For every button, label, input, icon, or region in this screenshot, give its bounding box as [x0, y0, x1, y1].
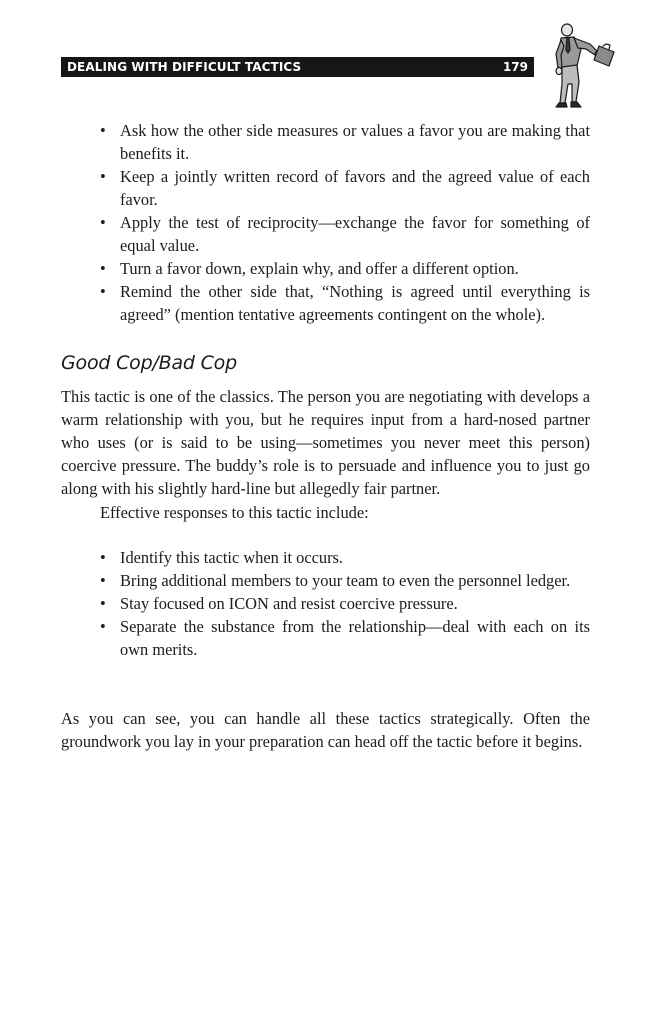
running-header-title: DEALING WITH DIFFICULT TACTICS [67, 60, 302, 74]
section-heading: Good Cop/Bad Cop [61, 352, 237, 374]
list-item [61, 546, 590, 569]
bullet: • [100, 121, 106, 140]
bullet: • [100, 282, 106, 301]
page-number: 179 [502, 60, 528, 74]
businessman-icon [548, 22, 622, 110]
list-item [61, 211, 590, 257]
bullet: • [100, 167, 106, 186]
list-item [61, 257, 590, 280]
list-item-text: Keep a jointly written record of favors and the agreed value of each favor. [120, 167, 590, 209]
list-item-text: Apply the test of reciprocity—exchange the favor for something of equal value. [120, 213, 590, 255]
bullet: • [100, 594, 106, 613]
running-header [61, 57, 534, 77]
list-item-text: Bring additional members to your team to even the personnel ledger. [120, 571, 571, 590]
list-item-text: Ask how the other side measures or values a favor you are making that benefits it. [120, 121, 590, 163]
list-item [61, 280, 590, 326]
bullet: • [100, 548, 106, 567]
list-item-text: Turn a favor down, explain why, and offer a different option. [120, 259, 519, 278]
list-item-text: Stay focused on ICON and resist coercive pressure. [120, 594, 458, 613]
list-item [61, 615, 590, 661]
list-item [61, 592, 590, 615]
responses-intro: Effective responses to this tactic include: [100, 503, 369, 522]
bullet: • [100, 213, 106, 232]
list-item [61, 119, 590, 165]
closing-paragraph: As you can see, you can handle all these tactics strategically. Often the groundwork you lay in your preparation can head off the tactic before it begins. [61, 709, 590, 751]
list-item [61, 165, 590, 211]
bullet: • [100, 571, 106, 590]
bullet: • [100, 259, 106, 278]
list-item-text: Remind the other side that, “Nothing is agreed until everything is agreed” (mention tentative agreements contingent on the whole). [120, 282, 590, 324]
list-item-text: Separate the substance from the relationship—deal with each on its own merits. [120, 617, 590, 659]
favors-response-list [61, 119, 590, 326]
list-item-text: Identify this tactic when it occurs. [120, 548, 344, 567]
list-item [61, 569, 590, 592]
good-cop-response-list [61, 546, 590, 661]
section-paragraph: This tactic is one of the classics. The person you are negotiating with develops a warm relationship with you, but he requires input from a hard-nosed partner who uses (or is said to be using—sometimes you never meet this person) coercive pressure. The buddy’s role is to persuade and influence you to just go along with his slightly hard-line but allegedly fair partner. [61, 387, 590, 498]
bullet: • [100, 617, 106, 636]
